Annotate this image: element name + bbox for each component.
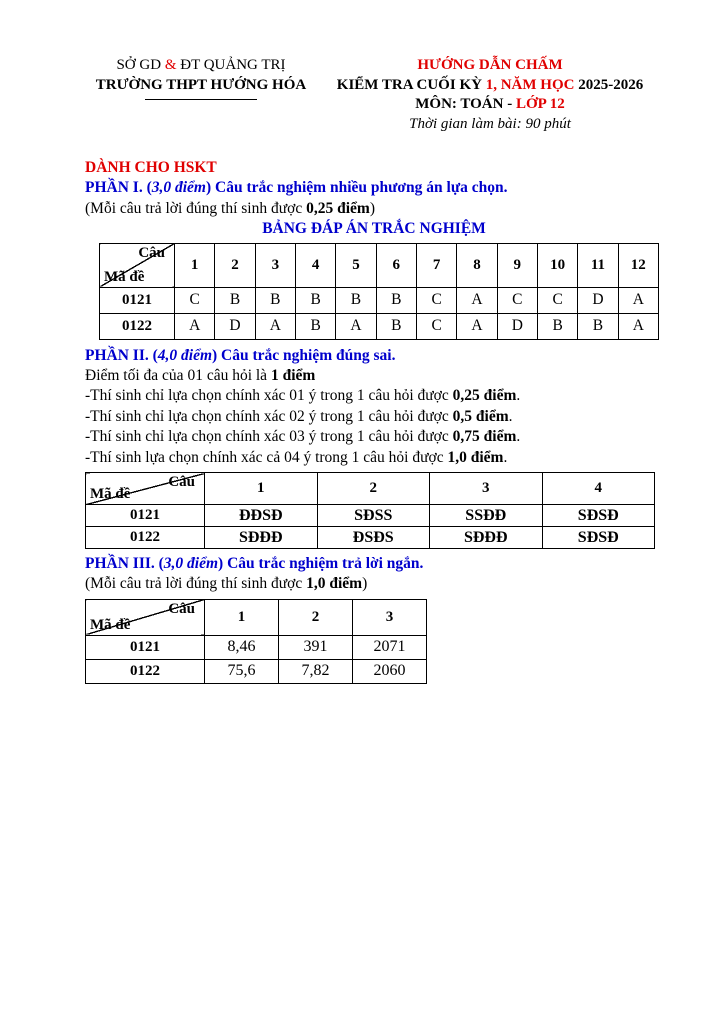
part2-heading-text: ) Câu trắc nghiệm đúng sai. [212,346,396,364]
school-name: TRƯỜNG THPT HƯỚNG HÓA [95,76,307,93]
question-number: 3 [430,473,543,505]
part2-points: 4,0 điểm [157,346,213,364]
answer-cell: SĐĐĐ [205,527,318,549]
answer-cell: A [457,313,497,339]
question-number: 2 [317,473,430,505]
answer-cell: C [537,287,577,313]
subject-line [317,95,663,115]
rule-text: -Thí sinh chỉ lựa chọn chính xác 01 ý trong 1 câu hỏi được [85,387,453,405]
rule-text: -Thí sinh lựa chọn chính xác cả 04 ý trong 1 câu hỏi được [85,448,448,466]
question-number: 6 [376,243,416,287]
part1-answer-table [99,243,659,340]
answer-cell: A [457,287,497,313]
document-body [85,158,663,684]
question-number: 1 [205,473,318,505]
answer-cell: B [376,313,416,339]
part1-note-text: (Mỗi câu trả lời đúng thí sinh được [85,199,307,217]
answer-cell: ĐSĐS [317,527,430,549]
exam-code: 0121 [100,287,175,313]
answer-cell: C [416,313,456,339]
corner-cell [86,473,205,505]
answer-cell: D [497,313,537,339]
rule-text: -Thí sinh chỉ lựa chọn chính xác 02 ý trong 1 câu hỏi được [85,407,453,425]
answer-table-title: BẢNG ĐÁP ÁN TRẮC NGHIỆM [262,220,486,238]
part2-heading-prefix: PHẦN II. ( [85,346,158,364]
exam-title-part2: 1, NĂM HỌC [485,76,575,93]
answer-row-0122 [86,527,655,549]
answer-cell: B [295,287,335,313]
table-header-row [86,599,427,635]
answer-cell: C [175,287,215,313]
part3-answer-table [85,599,427,684]
part2-intro-text: Điểm tối đa của 01 câu hỏi là [85,367,271,385]
answer-cell: B [376,287,416,313]
exam-code: 0121 [86,635,205,659]
question-number: 3 [353,599,427,635]
exam-title-part1: KIỂM TRA CUỐI KỲ [336,76,486,93]
rule-period: . [503,448,508,466]
answer-cell: B [537,313,577,339]
department-text-2: ĐT QUẢNG TRỊ [176,57,286,73]
rule-period: . [516,387,521,405]
question-number: 2 [279,599,353,635]
part3-heading-prefix: PHẦN III. ( [85,555,164,573]
question-number: 11 [578,243,618,287]
answer-row-0121 [100,287,659,313]
corner-label-cau: Câu [138,244,165,261]
answer-cell: A [255,313,295,339]
exam-code: 0122 [100,313,175,339]
question-number: 4 [295,243,335,287]
part3-note-close: ) [362,575,368,593]
part2-rule-2 [85,407,663,427]
corner-cell [86,599,205,635]
answer-cell: 391 [279,635,353,659]
part1-note-close: ) [369,199,375,217]
question-number: 1 [205,599,279,635]
question-number: 9 [497,243,537,287]
corner-label-ma-de: Mã đề [90,486,131,503]
subject-text: MÔN: TOÁN - [415,96,516,112]
header-divider [145,99,257,100]
answer-cell: B [255,287,295,313]
part1-note-points: 0,25 điểm [306,199,370,217]
header-left-block [85,56,317,134]
duration-line: Thời gian làm bài: 90 phút [409,115,571,132]
rule-period: . [516,428,521,446]
part1-heading-text: ) Câu trắc nghiệm nhiều phương án lựa chọn. [205,179,508,197]
rule-text: -Thí sinh chỉ lựa chọn chính xác 03 ý trong 1 câu hỏi được [85,428,453,446]
corner-label-cau: Câu [168,600,195,617]
answer-cell: 8,46 [205,635,279,659]
answer-cell: B [295,313,335,339]
part2-rule-1 [85,386,663,406]
answer-cell: A [618,313,658,339]
corner-label-ma-de: Mã đề [104,268,145,285]
department-text-1: SỞ GD [116,57,165,73]
rule-period: . [508,407,513,425]
part1-heading-prefix: PHẦN I. ( [85,179,152,197]
exam-code: 0122 [86,527,205,549]
department-line [85,56,317,76]
answer-cell: 75,6 [205,659,279,683]
rule-points: 0,75 điểm [452,428,517,446]
question-number: 1 [175,243,215,287]
doc-title: HƯỚNG DẪN CHẤM [417,57,563,73]
answer-cell: A [336,313,376,339]
question-number: 4 [542,473,655,505]
part1-note [85,199,663,219]
answer-row-0121 [86,635,427,659]
answer-cell: C [416,287,456,313]
answer-cell: 2071 [353,635,427,659]
answer-cell: A [175,313,215,339]
answer-row-0122 [100,313,659,339]
corner-label-cau: Câu [168,474,195,491]
part2-intro [85,366,663,386]
answer-row-0121 [86,505,655,527]
part3-points: 3,0 điểm [163,555,219,573]
answer-cell: B [215,287,255,313]
answer-cell: 7,82 [279,659,353,683]
question-number: 3 [255,243,295,287]
question-number: 12 [618,243,658,287]
question-number: 10 [537,243,577,287]
hskt-heading: DÀNH CHO HSKT [85,159,217,176]
question-number: 8 [457,243,497,287]
answer-cell: SĐSS [317,505,430,527]
part2-heading [85,346,663,366]
rule-points: 1,0 điểm [447,448,504,466]
part2-rule-3 [85,427,663,447]
answer-row-0122 [86,659,427,683]
part1-heading [85,178,663,198]
table-header-row [86,473,655,505]
exam-title-part3: 2025-2026 [574,76,644,93]
question-number: 2 [215,243,255,287]
answer-cell: SĐSĐ [542,505,655,527]
corner-cell [100,243,175,287]
answer-cell: D [215,313,255,339]
part3-note-text: (Mỗi câu trả lời đúng thí sinh được [85,575,307,593]
corner-label-ma-de: Mã đề [90,616,131,633]
rule-points: 0,25 điểm [452,387,517,405]
header-right-block [317,56,663,134]
document-header [85,56,663,134]
answer-cell: B [336,287,376,313]
question-number: 7 [416,243,456,287]
part2-rule-4 [85,448,663,468]
part1-points: 3,0 điểm [151,179,206,197]
answer-cell: SĐSĐ [542,527,655,549]
part3-note-points: 1,0 điểm [306,575,363,593]
exam-code: 0121 [86,505,205,527]
part3-note [85,574,663,594]
answer-cell: B [578,313,618,339]
answer-cell: D [578,287,618,313]
exam-title-line [317,76,663,96]
grade-text: LỚP 12 [515,96,565,112]
part2-answer-table [85,472,655,549]
ampersand: & [164,57,177,73]
answer-cell: C [497,287,537,313]
rule-points: 0,5 điểm [452,407,509,425]
exam-code: 0122 [86,659,205,683]
question-number: 5 [336,243,376,287]
table-header-row [100,243,659,287]
part3-heading [85,554,663,574]
answer-cell: SĐĐĐ [430,527,543,549]
part3-heading-text: ) Câu trắc nghiệm trả lời ngắn. [218,555,424,573]
part2-intro-points: 1 điểm [270,367,316,385]
answer-cell: SSĐĐ [430,505,543,527]
answer-cell: A [618,287,658,313]
answer-cell: ĐĐSĐ [205,505,318,527]
answer-cell: 2060 [353,659,427,683]
